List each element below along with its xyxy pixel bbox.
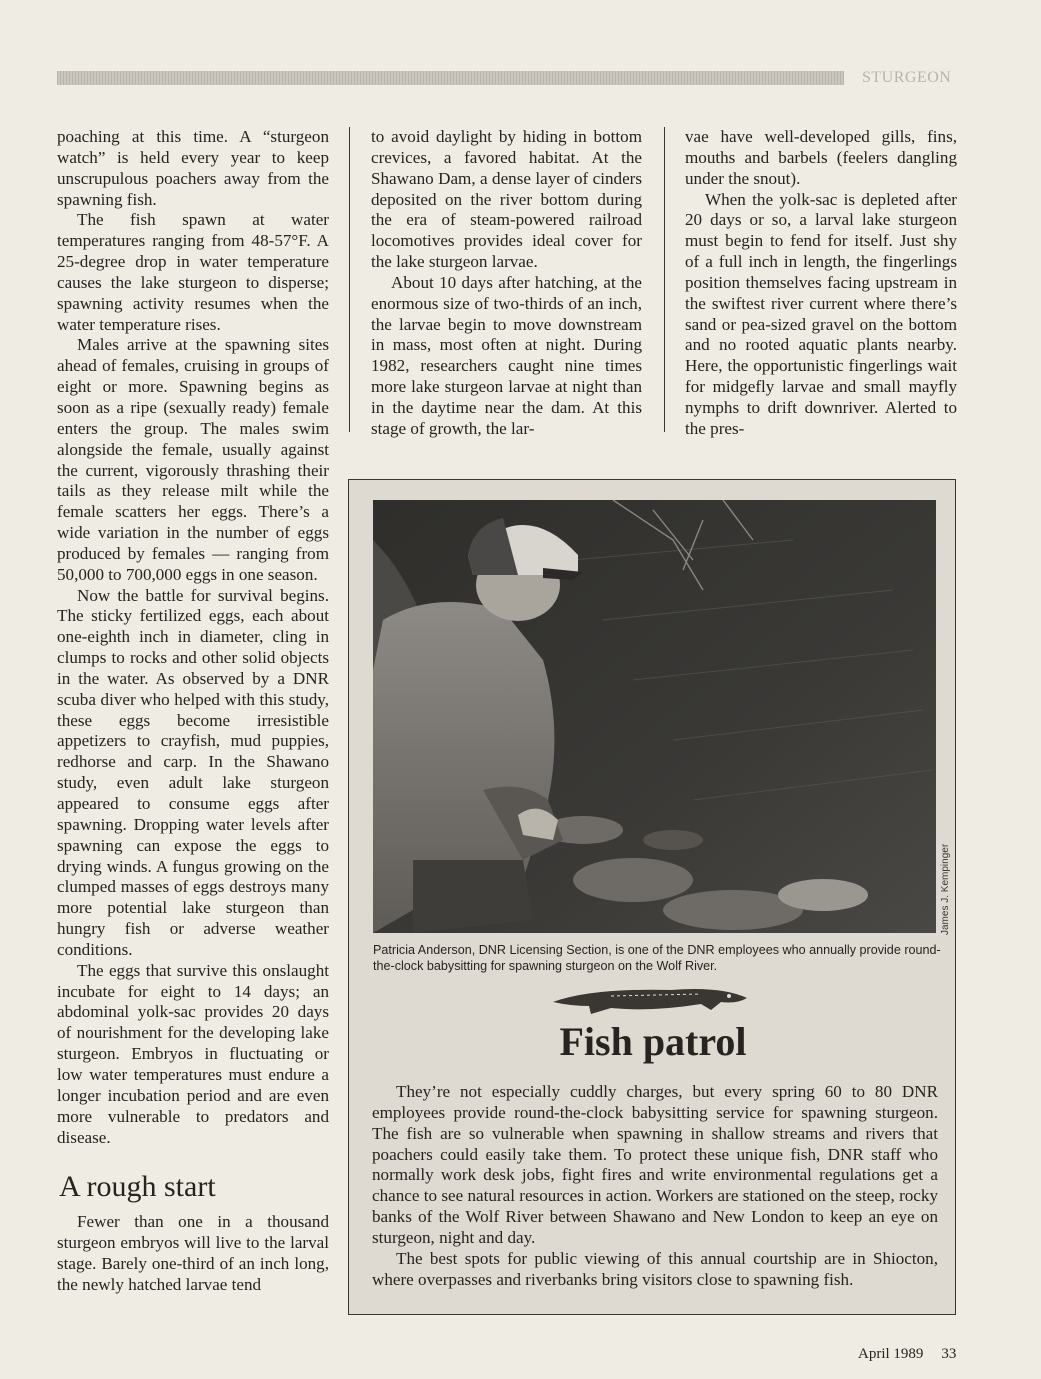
header-rule: [57, 71, 844, 85]
article-column-1: [57, 127, 329, 1296]
paragraph: poaching at this time. A “sturgeon watch” is held every year to keep unscrupulous poachers away from the spawning fish.: [57, 127, 329, 209]
fish-patrol-sidebar: [348, 479, 956, 1315]
paragraph: The eggs that survive this onslaught incubate for eight to 14 days; an abdominal yolk-sac provides 20 days of nourishment for the developing lake sturgeon. Embryos in fluctuating or low water temperatures must endure a longer incubation period and are even more vulnerable to predators and disease.: [57, 960, 329, 1147]
subheading: A rough start: [59, 1170, 216, 1204]
column-divider: [349, 127, 350, 432]
photo-illustration: [373, 500, 936, 933]
article-column-3: [685, 127, 957, 440]
page-footer: [858, 1346, 956, 1363]
paragraph: Fewer than one in a thousand sturgeon embryos will live to the larval stage. Barely one-third of an inch long, the newly hatched larvae tend: [57, 1212, 329, 1294]
sidebar-body: [372, 1082, 938, 1290]
paragraph: They’re not especially cuddly charges, but every spring 60 to 80 DNR employees provide round-the-clock babysitting service for spawning sturgeon. The fish are so vulnerable when spawning in shallow streams and rivers that poachers could easily take them. To protect these unique fish, DNR staff who normally work desk jobs, fight fires and write environmental regulations get a chance to see natural resources in action. Workers are stationed on the steep, rocky banks of the Wolf River between Shawano and New London to keep an eye on sturgeon, night and day.: [372, 1082, 938, 1247]
riverbank-photo: [373, 500, 936, 933]
paragraph: Now the battle for survival begins. The sticky fertilized eggs, each about one-eighth inch in diameter, cling in clumps to rocks and other solid objects in the water. As observed by a DNR scuba diver who helped with this study, these eggs become irresistible appetizers to crayfish, mud puppies, redhorse and carp. In the Shawano study, even adult lake sturgeon appeared to consume eggs after spawning. Dropping water levels after spawning can expose the eggs to drying winds. A fungus growing on the clumped masses of eggs destroys many more potential lake sturgeon than hungry fish or adverse weather conditions.: [57, 585, 329, 959]
paragraph: About 10 days after hatching, at the enormous size of two-thirds of an inch, the larvae begin to move downstream in mass, most often at night. During 1982, researchers caught nine times more lake sturgeon larvae at night than in the daytime near the dam. At this stage of growth, the lar-: [371, 272, 642, 438]
paragraph: The fish spawn at water temperatures ranging from 48-57°F. A 25-degree drop in water temperature causes the lake sturgeon to disperse; spawning activity resumes when the water temperature rises.: [57, 210, 329, 334]
paragraph: vae have well-developed gills, fins, mouths and barbels (feelers dangling under the snout).: [685, 127, 957, 188]
issue-date: April 1989: [858, 1346, 924, 1362]
section-label: STURGEON: [862, 69, 952, 86]
photo-credit: James J. Kempinger: [940, 843, 951, 935]
paragraph: When the yolk-sac is depleted after 20 days or so, a larval lake sturgeon must begin to fend for itself. Just shy of a full inch in length, the fingerlings position themselves facing upstream in the swiftest river current where there’s sand or pea-sized gravel on the bottom and no rooted aquatic plants nearby. Here, the opportunistic fingerlings wait for midgefly larvae and small mayfly nymphs to drift downriver. Alerted to the pres-: [685, 189, 957, 438]
paragraph: Males arrive at the spawning sites ahead of females, cruising in groups of eight or more. Spawning begins as soon as a ripe (sexually ready) female enters the group. The males swim alongside the female, usually against the current, vigorously thrashing their tails as they release milt while the female scatters her eggs. There’s a wide variation in the number of eggs produced by females — ranging from 50,000 to 700,000 eggs in one season.: [57, 335, 329, 584]
photo-caption: Patricia Anderson, DNR Licensing Section, is one of the DNR employees who annually provide round-the-clock babysitting for spawning sturgeon on the Wolf River.: [373, 943, 941, 973]
article-column-2: [371, 127, 642, 440]
paragraph: The best spots for public viewing of this annual courtship are in Shiocton, where overpasses and riverbanks bring visitors close to spawning fish.: [372, 1248, 938, 1289]
column-divider: [664, 127, 665, 432]
paragraph: to avoid daylight by hiding in bottom crevices, a favored habitat. At the Shawano Dam, a dense layer of cinders deposited on the river bottom during the era of steam-powered railroad locomotives provides ideal cover for the lake sturgeon larvae.: [371, 127, 642, 272]
sturgeon-icon: [551, 982, 751, 1023]
sidebar-title: Fish patrol: [559, 1019, 747, 1064]
page-number: 33: [941, 1346, 957, 1362]
